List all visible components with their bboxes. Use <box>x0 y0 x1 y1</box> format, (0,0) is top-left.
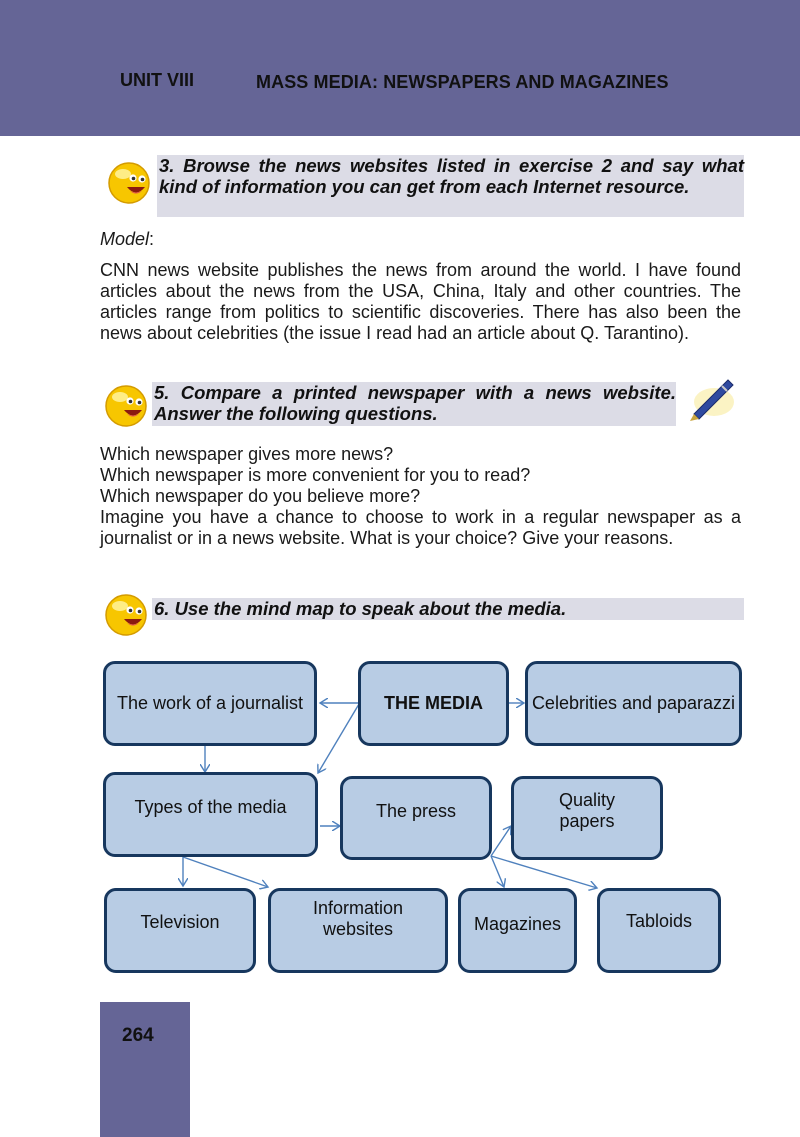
node-information-websites: Information websites <box>268 888 448 973</box>
model-label-colon: : <box>149 229 155 249</box>
pen-icon <box>686 374 738 422</box>
node-quality-papers: Quality papers <box>511 776 663 860</box>
node-the-press: The press <box>340 776 492 860</box>
arrow-press-to-magazines <box>491 856 504 887</box>
node-types-of-media: Types of the media <box>103 772 318 857</box>
footer-band <box>100 1002 190 1137</box>
node-the-media: THE MEDIA <box>358 661 509 746</box>
node-tabloids: Tabloids <box>597 888 721 973</box>
arrow-types-to-websites <box>183 857 268 887</box>
task-5-heading: 5. Compare a printed newspaper with a news website. Answer the following questions. <box>154 382 676 424</box>
question: Which newspaper gives more news? <box>100 444 394 464</box>
question: Which newspaper do you believe more? <box>100 486 421 506</box>
model-label: Model <box>100 229 150 249</box>
node-television: Television <box>104 888 256 973</box>
smiley-icon <box>103 592 149 638</box>
node-magazines: Magazines <box>458 888 577 973</box>
arrow-center-to-types <box>318 704 359 773</box>
task-5-imagine-paragraph: Imagine you have a chance to choose to work in a regular newspaper as a journalist or in a news website. What is your choice? Give your reasons. <box>100 507 741 548</box>
arrow-press-to-tabloids <box>491 856 597 888</box>
node-celebrities-paparazzi: Celebrities and paparazzi <box>525 661 742 746</box>
task-5-questions <box>100 444 741 507</box>
model-label-line <box>100 229 154 250</box>
node-work-of-journalist: The work of a journalist <box>103 661 317 746</box>
model-paragraph: CNN news website publishes the news from around the world. I have found articles about the news from the USA, China, Italy and other countries. The articles range from politics to scientific discoveries. There has also been the news about celebrities (the issue I read had an article about Q. Tarantino). <box>100 260 741 343</box>
smiley-icon <box>103 383 149 429</box>
arrow-press-to-quality <box>491 826 511 856</box>
task-3-heading: 3. Browse the news websites listed in exercise 2 and say what kind of information you can get from each Internet resource. <box>157 155 744 217</box>
header-band <box>0 0 800 136</box>
smiley-icon <box>106 160 152 206</box>
task-6-heading: 6. Use the mind map to speak about the media. <box>152 598 744 620</box>
unit-title: MASS MEDIA: NEWSPAPERS AND MAGAZINES <box>256 72 669 92</box>
unit-label: UNIT VIII <box>120 70 195 90</box>
question: Which newspaper is more convenient for you to read? <box>100 465 531 485</box>
page-number: 264 <box>122 1025 154 1046</box>
